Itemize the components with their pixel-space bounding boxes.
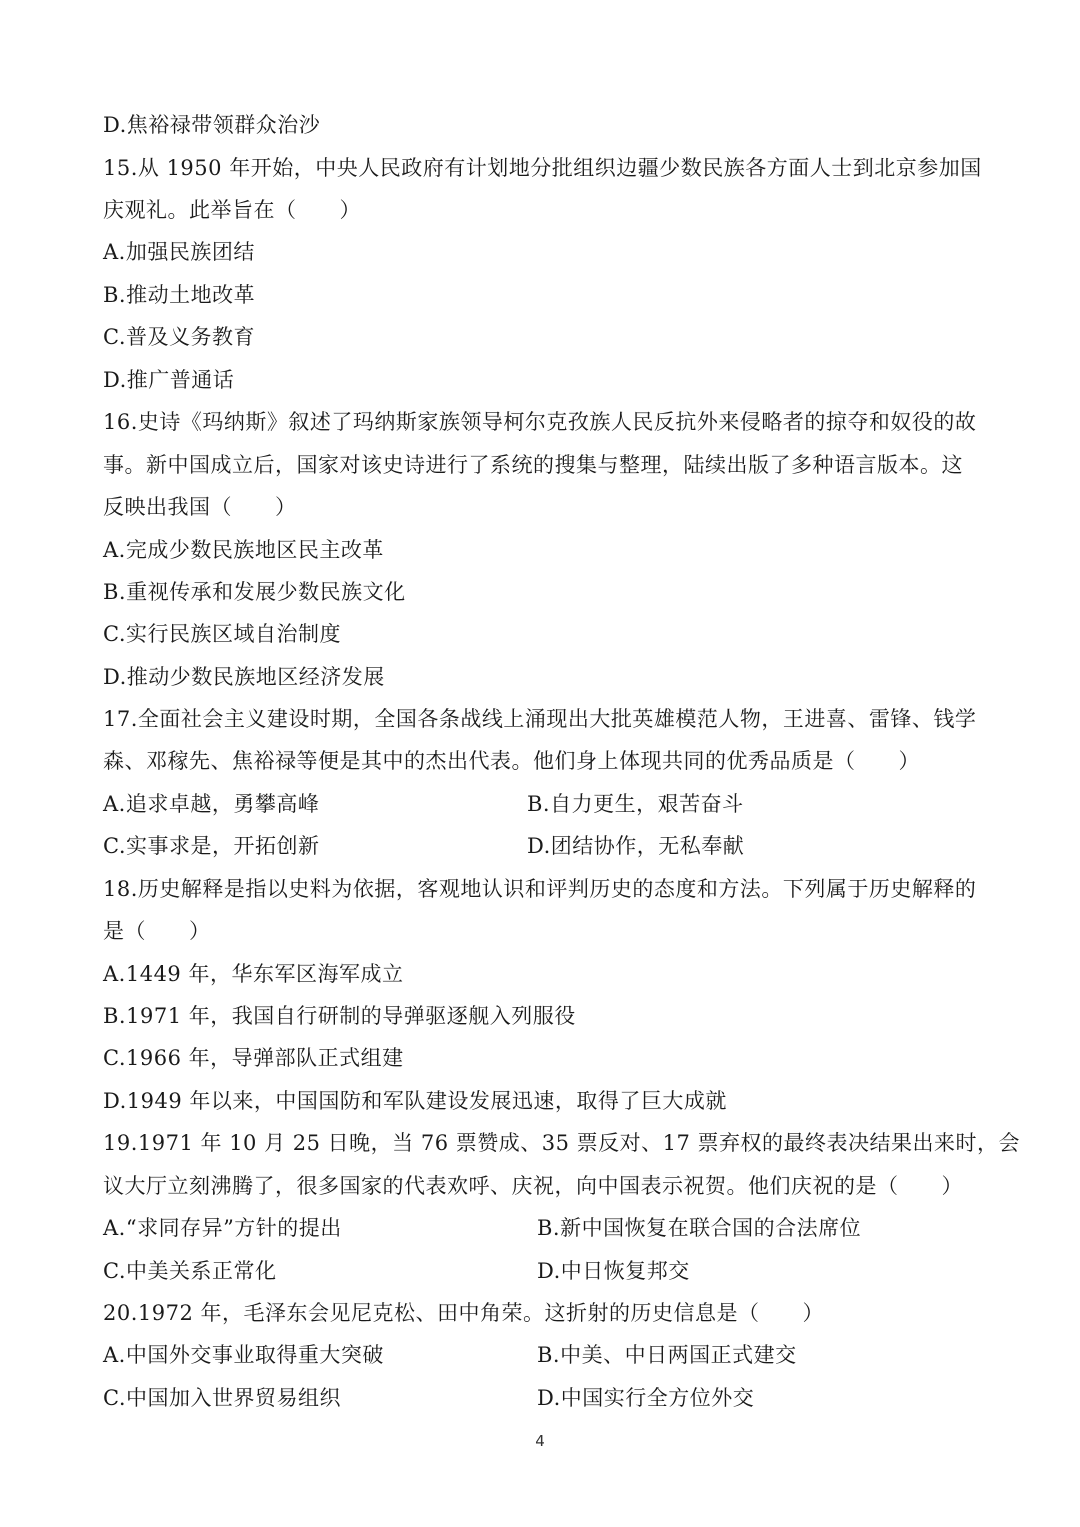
q18-option-b: B.1971 年，我国自行研制的导弹驱逐舰入列服役 — [103, 1004, 576, 1028]
q18-stem-line-2: 是（ ） — [103, 919, 211, 943]
q16-stem-line-1: 16.史诗《玛纳斯》叙述了玛纳斯家族领导柯尔克孜族人民反抗外来侵略者的掠夺和奴役的故 — [103, 410, 977, 434]
page-number: 4 — [535, 1432, 545, 1450]
q14-option-d: D.焦裕禄带领群众治沙 — [103, 113, 321, 137]
q18-option-d: D.1949 年以来，中国国防和军队建设发展迅速，取得了巨大成就 — [103, 1089, 727, 1113]
q16-stem-line-2: 事。新中国成立后，国家对该史诗进行了系统的搜集与整理，陆续出版了多种语言版本。这 — [103, 453, 963, 477]
q17-option-d: D.团结协作，无私奉献 — [527, 834, 745, 858]
q15-stem-line-2: 庆观礼。此举旨在（ ） — [103, 198, 361, 222]
q15-option-a: A.加强民族团结 — [103, 240, 255, 264]
q15-stem-line-1: 15.从 1950 年开始，中央人民政府有计划地分批组织边疆少数民族各方面人士到北京参加国 — [103, 156, 982, 180]
q19-option-d: D.中日恢复邦交 — [537, 1259, 690, 1283]
q16-option-d: D.推动少数民族地区经济发展 — [103, 665, 385, 689]
q15-option-c: C.普及义务教育 — [103, 325, 255, 349]
q20-option-d: D.中国实行全方位外交 — [537, 1386, 755, 1410]
q18-stem-line-1: 18.历史解释是指以史料为依据，客观地认识和评判历史的态度和方法。下列属于历史解释的 — [103, 877, 977, 901]
q16-stem-line-3: 反映出我国（ ） — [103, 495, 297, 519]
q20-option-c: C.中国加入世界贸易组织 — [103, 1386, 341, 1410]
q17-option-a: A.追求卓越，勇攀高峰 — [103, 792, 320, 816]
q18-option-a: A.1449 年，华东军区海军成立 — [103, 962, 404, 986]
q17-option-b: B.自力更生，艰苦奋斗 — [527, 792, 744, 816]
q15-option-d: D.推广普通话 — [103, 368, 235, 392]
q17-stem-line-2: 森、邓稼先、焦裕禄等便是其中的杰出代表。他们身上体现共同的优秀品质是（ ） — [103, 749, 920, 773]
q18-option-c: C.1966 年，导弹部队正式组建 — [103, 1046, 404, 1070]
q15-option-b: B.推动土地改革 — [103, 283, 256, 307]
q19-option-a: A.“求同存异”方针的提出 — [103, 1216, 342, 1240]
q19-option-b: B.新中国恢复在联合国的合法席位 — [537, 1216, 862, 1240]
q20-option-a: A.中国外交事业取得重大突破 — [103, 1343, 384, 1367]
q20-stem-line-1: 20.1972 年，毛泽东会见尼克松、田中角荣。这折射的历史信息是（ ） — [103, 1301, 825, 1325]
q20-option-b: B.中美、中日两国正式建交 — [537, 1343, 797, 1367]
q16-option-b: B.重视传承和发展少数民族文化 — [103, 580, 406, 604]
q19-option-c: C.中美关系正常化 — [103, 1259, 277, 1283]
q17-stem-line-1: 17.全面社会主义建设时期，全国各条战线上涌现出大批英雄模范人物，王进喜、雷锋、钱学 — [103, 707, 977, 731]
q16-option-c: C.实行民族区域自治制度 — [103, 622, 341, 646]
q19-stem-line-2: 议大厅立刻沸腾了，很多国家的代表欢呼、庆祝，向中国表示祝贺。他们庆祝的是（ ） — [103, 1174, 963, 1198]
q17-option-c: C.实事求是，开拓创新 — [103, 834, 320, 858]
q16-option-a: A.完成少数民族地区民主改革 — [103, 538, 384, 562]
q19-stem-line-1: 19.1971 年 10 月 25 日晚，当 76 票赞成、35 票反对、17 票弃权的最终表决结果出来时，会 — [103, 1131, 1021, 1155]
